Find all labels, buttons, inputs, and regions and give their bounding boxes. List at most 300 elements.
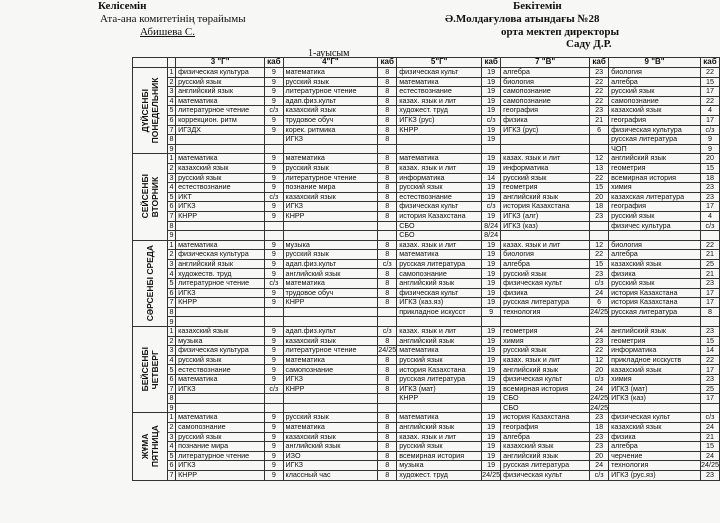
subject-cell: история Казахстана xyxy=(397,211,482,221)
room-cell xyxy=(482,317,501,327)
room-cell xyxy=(590,221,609,231)
room-cell: 23 xyxy=(700,327,719,337)
room-cell: 9 xyxy=(265,451,283,461)
subject-cell: ИГКЗ xyxy=(283,202,378,212)
right-school: Ә.Молдағулова атындағы №28 xyxy=(445,13,600,25)
subject-cell: русский язык xyxy=(283,413,378,423)
subject-cell: русский язык xyxy=(176,77,265,87)
room-cell: 19 xyxy=(482,259,501,269)
room-cell: 9 xyxy=(265,355,283,365)
subject-cell: казахский язык xyxy=(283,106,378,116)
subject-cell: геометрия xyxy=(501,327,590,337)
room-cell: 8 xyxy=(378,250,397,260)
table-row xyxy=(133,432,720,442)
subject-cell: казахский язык xyxy=(176,327,265,337)
subject-cell: адап.физ.культ xyxy=(283,259,378,269)
subject-cell: всемирная история xyxy=(609,173,701,183)
room-cell: 9 xyxy=(265,413,283,423)
table-row xyxy=(133,461,720,471)
room-cell: 9 xyxy=(265,163,283,173)
day-label-cell xyxy=(133,413,168,480)
lesson-number: 4 xyxy=(167,442,175,452)
room-cell: 23 xyxy=(590,269,609,279)
subject-cell: русский язык xyxy=(609,279,701,289)
room-cell: 19 xyxy=(482,442,501,452)
table-row xyxy=(133,240,720,250)
table-row xyxy=(133,231,720,241)
lesson-number: 8 xyxy=(167,307,175,317)
room-cell: 17 xyxy=(700,202,719,212)
subject-cell: СБО xyxy=(501,394,590,404)
subject-cell: ИГКЗ (каз) xyxy=(501,221,590,231)
room-cell: 24 xyxy=(700,422,719,432)
room-cell: 8 xyxy=(378,125,397,135)
subject-cell: алгебра xyxy=(609,77,701,87)
subject-cell: русская литература xyxy=(609,307,701,317)
subject-cell: казах. язык и лит xyxy=(501,240,590,250)
table-row xyxy=(133,403,720,413)
lesson-number: 3 xyxy=(167,173,175,183)
room-cell: 19 xyxy=(482,346,501,356)
subject-cell: химия xyxy=(609,183,701,193)
room-cell: 17 xyxy=(700,394,719,404)
room-cell: 22 xyxy=(590,173,609,183)
room-cell: 23 xyxy=(700,183,719,193)
room-cell: 9 xyxy=(265,77,283,87)
room-cell: 21 xyxy=(700,269,719,279)
room-cell: 8 xyxy=(378,422,397,432)
subject-cell: литературное чтение xyxy=(283,87,378,97)
right-approved: Бекітемін xyxy=(513,0,562,12)
room-cell: 8 xyxy=(378,77,397,87)
subject-cell: математика xyxy=(283,422,378,432)
table-row xyxy=(133,144,720,154)
subject-cell: ИГКЗ (алг) xyxy=(501,211,590,221)
subject-cell: самопознание xyxy=(501,87,590,97)
room-cell: 9 xyxy=(265,442,283,452)
subject-cell: познание мира xyxy=(283,183,378,193)
subject-cell: классный час xyxy=(283,470,378,480)
room-cell: 24/25 xyxy=(590,393,609,403)
lesson-number: 1 xyxy=(167,327,175,337)
subject-cell: ИГКЗ xyxy=(176,384,265,394)
subject-cell: казахский язык xyxy=(609,422,701,432)
room-cell: 17 xyxy=(700,115,719,125)
lesson-number: 9 xyxy=(167,403,175,413)
subject-cell: литературное чтение xyxy=(176,451,265,461)
subject-cell xyxy=(397,135,482,145)
room-cell: 13 xyxy=(590,163,609,173)
room-cell: 18 xyxy=(590,202,609,212)
subject-cell: физика xyxy=(609,432,701,442)
subject-cell: география xyxy=(609,202,701,212)
room-cell: 8 xyxy=(378,442,397,452)
room-cell: 9 xyxy=(265,96,283,106)
room-cell: 19 xyxy=(482,250,501,260)
room-cell: 9 xyxy=(265,173,283,183)
table-row xyxy=(133,125,720,135)
table-row xyxy=(133,394,720,404)
subject-cell: всемирная история xyxy=(397,451,482,461)
subject-cell xyxy=(176,317,265,327)
lesson-number: 5 xyxy=(167,192,175,202)
subject-cell: русский язык xyxy=(176,355,265,365)
day-label: СӘРСЕНБІ СРЕДА xyxy=(144,245,155,322)
lesson-number: 1 xyxy=(167,413,175,423)
lesson-number: 8 xyxy=(167,135,175,145)
table-row xyxy=(133,442,720,452)
subject-cell: история Казахстана xyxy=(609,288,701,298)
subject-cell: физическая культура xyxy=(609,125,701,135)
subject-cell: естествознание xyxy=(176,365,265,375)
room-cell: 25 xyxy=(700,384,719,394)
subject-cell: литературное чтение xyxy=(283,346,378,356)
room-cell: 9 xyxy=(265,154,283,164)
room-cell: 9 xyxy=(265,365,283,375)
lesson-number: 5 xyxy=(167,279,175,289)
subject-cell: английский язык xyxy=(283,269,378,279)
room-cell: 19 xyxy=(482,96,501,106)
subject-cell xyxy=(397,317,482,327)
class-header: 9 "В" xyxy=(609,58,701,68)
subject-cell: биология xyxy=(501,77,590,87)
room-cell: 9 xyxy=(265,422,283,432)
room-cell: 8 xyxy=(378,269,397,279)
subject-cell: художест. труд xyxy=(397,106,482,116)
subject-cell: русский язык xyxy=(397,442,482,452)
room-cell: 24/25 xyxy=(482,470,501,480)
subject-cell: химия xyxy=(609,375,701,385)
subject-cell: английский язык xyxy=(501,451,590,461)
left-name: Абишева С. xyxy=(140,26,195,38)
subject-cell: русский язык xyxy=(176,173,265,183)
subject-cell xyxy=(176,135,265,145)
room-cell: 12 xyxy=(590,154,609,164)
room-cell: 23 xyxy=(590,106,609,116)
subject-cell: КНРР xyxy=(283,211,378,221)
subject-cell: русский язык xyxy=(501,346,590,356)
subject-cell: биология xyxy=(609,68,701,78)
room-cell: 14 xyxy=(482,173,501,183)
room-cell: 20 xyxy=(590,365,609,375)
room-cell: с/з xyxy=(378,327,397,337)
table-row xyxy=(133,288,720,298)
subject-cell: казахский язык xyxy=(283,432,378,442)
room-cell: 23 xyxy=(700,192,719,202)
subject-cell: КНРР xyxy=(397,125,482,135)
room-cell xyxy=(378,394,397,404)
subject-cell xyxy=(283,317,378,327)
subject-cell: литературное чтение xyxy=(176,106,265,116)
room-cell xyxy=(378,144,397,154)
subject-cell: алгебра xyxy=(609,250,701,260)
room-cell: 8 xyxy=(378,365,397,375)
subject-cell: СБО xyxy=(397,231,482,241)
room-cell xyxy=(482,144,501,154)
subject-cell: русская литература xyxy=(609,135,701,145)
subject-cell: физическая культ xyxy=(501,279,590,289)
subject-cell: алгебра xyxy=(501,259,590,269)
subject-cell: геометрия xyxy=(501,183,590,193)
subject-cell xyxy=(609,231,701,241)
room-cell: 15 xyxy=(700,336,719,346)
left-agreed: Келісемін xyxy=(98,0,147,12)
table-row xyxy=(133,470,720,480)
subject-cell: география xyxy=(501,106,590,116)
room-cell: 18 xyxy=(700,173,719,183)
subject-cell: литературное чтение xyxy=(283,173,378,183)
room-cell: 19 xyxy=(482,163,501,173)
subject-cell: физика xyxy=(501,288,590,298)
room-cell: 24 xyxy=(590,288,609,298)
table-row xyxy=(133,336,720,346)
room-cell: 8/24 xyxy=(482,221,501,231)
subject-cell: ИКТ xyxy=(176,192,265,202)
table-row xyxy=(133,269,720,279)
subject-cell: физическая культура xyxy=(176,346,265,356)
table-row xyxy=(133,68,720,78)
room-cell xyxy=(378,221,397,231)
room-cell: 9 xyxy=(265,250,283,260)
room-cell: 8/24 xyxy=(482,231,501,241)
room-cell: 8 xyxy=(378,202,397,212)
room-cell: 20 xyxy=(590,451,609,461)
subject-cell: КНРР xyxy=(283,384,378,394)
room-cell: 8 xyxy=(378,96,397,106)
subject-cell: адап.физ.культ xyxy=(283,96,378,106)
subject-cell: самопознание xyxy=(609,96,701,106)
room-cell: 9 xyxy=(265,269,283,279)
room-cell: 24/25 xyxy=(700,460,719,470)
room-cell: 8 xyxy=(378,298,397,308)
subject-cell: художест. труд xyxy=(397,470,482,480)
subject-cell: ЧОП xyxy=(609,144,701,154)
table-row xyxy=(133,135,720,145)
room-cell: 8 xyxy=(378,87,397,97)
subject-cell xyxy=(283,221,378,231)
lesson-number: 3 xyxy=(167,87,175,97)
room-cell: 19 xyxy=(482,451,501,461)
room-cell: 9 xyxy=(700,135,719,145)
room-cell xyxy=(378,317,397,327)
subject-cell: русская литература xyxy=(397,375,482,385)
lesson-number: 8 xyxy=(167,394,175,404)
subject-cell: русский язык xyxy=(501,269,590,279)
room-cell: 9 xyxy=(265,125,283,135)
subject-cell: геометрия xyxy=(609,336,701,346)
subject-cell: математика xyxy=(397,346,482,356)
table-row xyxy=(133,279,720,289)
class-header: 3 "Г" xyxy=(176,58,265,68)
room-cell: 9 xyxy=(265,470,283,480)
day-label: СЕЙСЕНБІ ВТОРНИК xyxy=(139,174,160,220)
room-cell: 21 xyxy=(590,115,609,125)
subject-cell: КНРР xyxy=(397,394,482,404)
room-cell: 9 xyxy=(265,346,283,356)
room-cell: 8 xyxy=(378,68,397,78)
room-cell xyxy=(590,231,609,241)
lesson-number: 8 xyxy=(167,221,175,231)
subject-cell: музыка xyxy=(397,461,482,471)
room-cell: 8 xyxy=(378,135,397,145)
subject-cell: прикладное исскуств xyxy=(609,355,701,365)
lesson-number: 7 xyxy=(167,470,175,480)
subject-cell: русский язык xyxy=(176,432,265,442)
subject-cell: русский язык xyxy=(501,173,590,183)
lesson-number: 4 xyxy=(167,269,175,279)
subject-cell xyxy=(609,403,701,413)
room-header: каб xyxy=(265,58,283,68)
lesson-number: 1 xyxy=(167,240,175,250)
table-row xyxy=(133,163,720,173)
room-cell: 8 xyxy=(378,451,397,461)
room-cell: с/з xyxy=(265,384,283,394)
subject-cell xyxy=(283,307,378,317)
subject-cell: ИЗО xyxy=(283,451,378,461)
subject-cell: черчение xyxy=(609,451,701,461)
room-cell: 9 xyxy=(700,144,719,154)
room-cell: 19 xyxy=(482,135,501,145)
room-cell: 23 xyxy=(590,336,609,346)
room-cell: 4 xyxy=(700,106,719,116)
room-cell: с/з xyxy=(700,125,719,135)
right-role: орта мектеп директоры xyxy=(501,26,620,38)
subject-cell: КНРР xyxy=(283,298,378,308)
schedule-table xyxy=(132,57,720,481)
room-cell: 9 xyxy=(265,432,283,442)
room-cell: 22 xyxy=(700,240,719,250)
subject-cell: прикладное искусст xyxy=(397,307,482,317)
subject-cell: физичес культура xyxy=(609,221,701,231)
room-cell: 17 xyxy=(700,288,719,298)
lesson-number: 5 xyxy=(167,365,175,375)
subject-cell: английский язык xyxy=(397,336,482,346)
lesson-number: 1 xyxy=(167,68,175,78)
subject-cell: математика xyxy=(283,355,378,365)
subject-cell: казахская литература xyxy=(609,192,701,202)
room-cell: 24 xyxy=(590,327,609,337)
room-cell xyxy=(265,221,283,231)
room-cell: 23 xyxy=(590,413,609,423)
subject-cell: музыка xyxy=(283,240,378,250)
room-cell: 19 xyxy=(482,298,501,308)
room-cell: 19 xyxy=(482,327,501,337)
subject-cell: алгебра xyxy=(609,442,701,452)
subject-cell: русская литература xyxy=(397,259,482,269)
table-row xyxy=(133,365,720,375)
subject-cell: естествознание xyxy=(397,192,482,202)
subject-cell: ИГКЗ (мат) xyxy=(397,384,482,394)
subject-cell xyxy=(397,144,482,154)
left-role: Ата-ана комитетінің төрайымы xyxy=(100,13,246,25)
table-row xyxy=(133,154,720,164)
room-cell: 23 xyxy=(700,470,719,480)
subject-cell xyxy=(176,144,265,154)
room-cell: 19 xyxy=(482,87,501,97)
day-label: ДҮЙСЕНБІ ПОНЕДЕЛЬНИК xyxy=(139,77,160,144)
room-cell: 19 xyxy=(482,365,501,375)
subject-cell: английский язык xyxy=(176,87,265,97)
room-cell: 19 xyxy=(482,269,501,279)
subject-cell: английский язык xyxy=(609,327,701,337)
room-cell: 19 xyxy=(482,422,501,432)
room-cell xyxy=(265,307,283,317)
subject-cell: казах. язык и лит xyxy=(501,154,590,164)
room-cell: 8 xyxy=(378,240,397,250)
room-header: каб xyxy=(700,58,719,68)
table-row xyxy=(133,384,720,394)
class-header: 4"Г" xyxy=(283,58,378,68)
subject-cell xyxy=(176,307,265,317)
room-cell: 19 xyxy=(482,125,501,135)
room-cell: 22 xyxy=(700,68,719,78)
room-cell: 9 xyxy=(265,240,283,250)
lesson-number: 5 xyxy=(167,106,175,116)
room-cell: 9 xyxy=(265,202,283,212)
subject-cell: самопознание xyxy=(397,269,482,279)
subject-cell: математика xyxy=(176,375,265,385)
room-cell: 15 xyxy=(590,259,609,269)
room-cell: с/з xyxy=(378,259,397,269)
room-cell: 8 xyxy=(378,432,397,442)
room-cell: 23 xyxy=(700,279,719,289)
room-cell: 19 xyxy=(482,279,501,289)
table-row xyxy=(133,77,720,87)
header-row xyxy=(133,58,720,68)
table-row xyxy=(133,183,720,193)
room-cell: 15 xyxy=(700,442,719,452)
room-cell: 25 xyxy=(700,259,719,269)
subject-cell: казахский язык xyxy=(609,259,701,269)
room-cell: 8 xyxy=(378,115,397,125)
corner-cell xyxy=(133,58,168,68)
room-cell: 19 xyxy=(482,154,501,164)
lesson-number: 4 xyxy=(167,183,175,193)
subject-cell: казах. язык и лит xyxy=(397,240,482,250)
subject-cell: алгебра xyxy=(501,68,590,78)
subject-cell: СБО xyxy=(501,403,590,413)
lesson-number: 6 xyxy=(167,288,175,298)
subject-cell: физическая культура xyxy=(176,68,265,78)
subject-cell: английский язык xyxy=(609,154,701,164)
subject-cell xyxy=(176,403,265,413)
lesson-number: 2 xyxy=(167,77,175,87)
room-cell: 19 xyxy=(482,413,501,423)
subject-cell xyxy=(501,144,590,154)
room-cell xyxy=(265,317,283,327)
room-cell xyxy=(700,231,719,241)
subject-cell: математика xyxy=(397,250,482,260)
room-cell: 8 xyxy=(378,288,397,298)
room-cell: 8 xyxy=(378,470,397,480)
subject-cell xyxy=(176,221,265,231)
table-row xyxy=(133,298,720,308)
room-cell: 6 xyxy=(590,125,609,135)
subject-cell: русская литература xyxy=(501,461,590,471)
room-cell: 24/25 xyxy=(590,307,609,316)
lesson-number-header xyxy=(167,58,175,68)
table-row xyxy=(133,96,720,106)
room-header: каб xyxy=(378,58,397,68)
subject-cell: физическая культ xyxy=(397,288,482,298)
subject-cell: английский язык xyxy=(397,422,482,432)
subject-cell: география xyxy=(609,115,701,125)
room-cell: 19 xyxy=(482,461,501,471)
room-cell: с/з xyxy=(265,279,283,289)
subject-cell xyxy=(283,144,378,154)
subject-cell: СБО xyxy=(397,221,482,231)
subject-cell: ИГКЗ (рус) xyxy=(397,115,482,125)
